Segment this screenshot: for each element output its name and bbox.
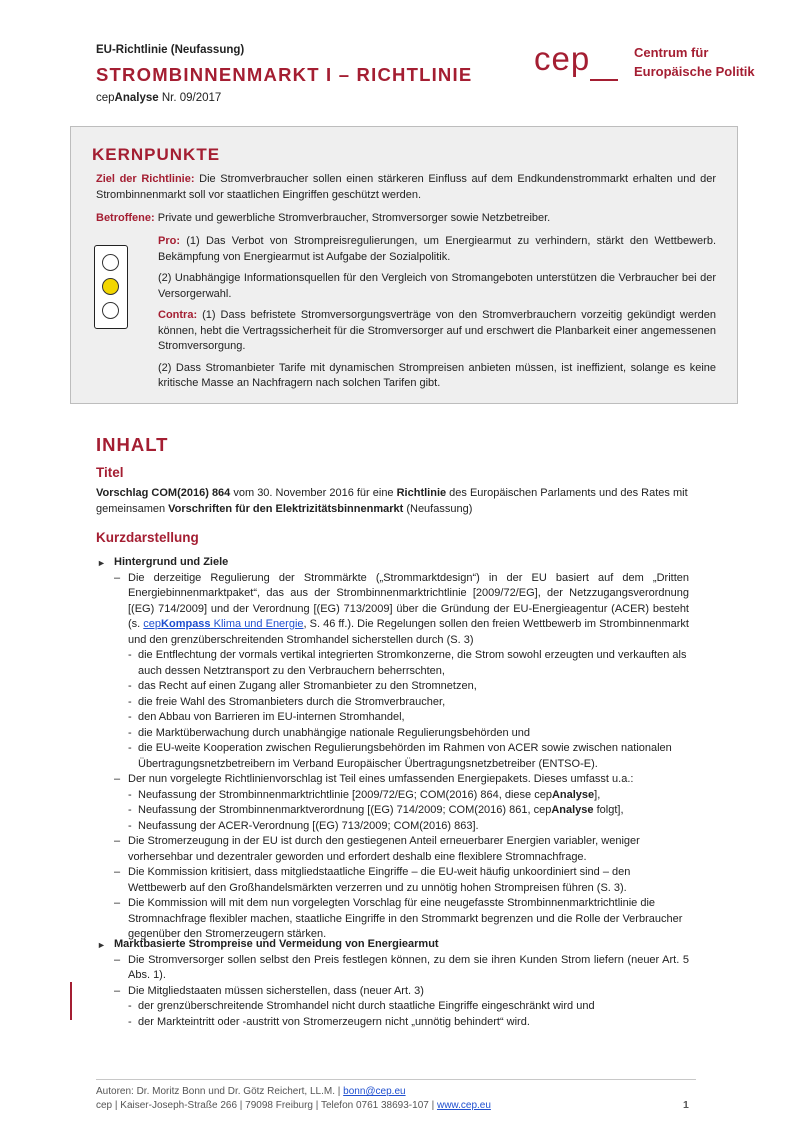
triangle-bullet-icon: ► <box>97 558 106 568</box>
analysis-number: cepAnalyse Nr. 09/2017 <box>96 92 222 104</box>
section-marktbasierte-strompreise <box>97 937 689 1030</box>
pro-1: Pro: (1) Das Verbot von Strompreisregulierungen, um Energiearmut zu verhindern, stärkt den Wettbewerb. Bekämpfung von Energiearmut ist Aufgabe der Sozialpolitik. <box>158 235 716 263</box>
hintergrund-heading: ► Hintergrund und Ziele <box>114 555 689 571</box>
list-item: – Die Stromerzeugung in der EU ist durch den gestiegenen Anteil erneuerbarer Energien variabler, weniger vorhersehbar und dezentraler geworden und erfordert deshalb eine flexiblere Stromnachfrage. <box>114 835 640 863</box>
list-item: - den Abbau von Barrieren im EU-internen Stromhandel, <box>128 711 405 723</box>
website-link[interactable]: www.cep.eu <box>436 1100 491 1111</box>
pro-contra-block <box>158 234 716 392</box>
betroffene-paragraph: Betroffene: Private und gewerbliche Stromverbraucher, Stromversorger sowie Netzbetreiber. <box>96 212 551 224</box>
footer-divider <box>96 1079 696 1080</box>
ziel-paragraph: Ziel der Richtlinie: Die Stromverbraucher sollen einen stärkeren Einfluss auf dem Endkundenstrommarkt erhalten und der Strombinnenmarkt soll vor staatlichen Eingriffen geschützt werden. <box>96 173 716 201</box>
list-item: – Die Mitgliedstaaten müssen sicherstellen, dass (neuer Art. 3) <box>114 984 424 997</box>
list-item: - die freie Wahl des Stromanbieters durch die Stromverbraucher, <box>128 695 446 708</box>
list-item: - die Entflechtung der vormals vertikal integrierten Stromkonzerne, die Strom sowohl erzeugten und verkauften als auch dessen Netztransport zu den Verbrauchern beherrschten, <box>128 649 687 677</box>
list-item: – Die Kommission kritisiert, dass mitgliedstaatliche Eingriffe – die EU-weit häufig unkoordiniert sind – den Wettbewerb auf den Großhandelsmärkten verzerren und zu unnötig hohen Strompreisen führen (S. 3). <box>114 866 631 894</box>
logo-mark: cep <box>534 40 591 77</box>
triangle-bullet-icon: ► <box>97 940 106 950</box>
document-title: STROMBINNENMARKT I – RICHTLINIE <box>96 64 473 85</box>
contra-2: (2) Dass Stromanbieter Tarife mit dynamischen Strompreisen anbieten müssen, ist ineffizient, solange es keine kritische Masse an Nachfragern nach solchen Tarifen gibt. <box>158 361 716 389</box>
kurzdarstellung-heading: Kurzdarstellung <box>96 530 199 545</box>
change-marker <box>70 982 72 1020</box>
list-item: – Die Stromversorger sollen selbst den Preis festlegen können, zu dem sie ihren Kunden Strom liefern (neuer Art. 5 Abs. 1). <box>114 953 689 981</box>
inhalt-title: INHALT <box>96 434 169 455</box>
list-item: – Der nun vorgelegte Richtlinienvorschlag ist Teil eines umfassenden Energiepakets. Dieses umfasst u.a.: <box>114 773 634 785</box>
list-item: - Neufassung der ACER-Verordnung [(EG) 713/2009; COM(2016) 863]. <box>128 819 479 832</box>
logo-text: Centrum für Europäische Politik <box>634 45 755 79</box>
footer-address: cep | Kaiser-Joseph-Straße 266 | 79098 Freiburg | Telefon 0761 38693-107 | www.cep.eu <box>96 1100 491 1111</box>
kompass-link[interactable]: cepKompass Klima und Energie <box>143 618 304 630</box>
list-item: - das Recht auf einen Zugang aller Stromanbieter zu den Stromnetzen, <box>128 680 477 692</box>
kernpunkte-title: KERNPUNKTE <box>92 145 221 164</box>
document-series: EU-Richtlinie (Neufassung) <box>96 44 245 56</box>
titel-heading: Titel <box>96 465 124 480</box>
logo-underline <box>590 79 618 81</box>
list-item: - Neufassung der Strombinnenmarktverordnung [(EG) 714/2009; COM(2016) 861, cepAnalyse folgt], <box>128 804 624 816</box>
section-hintergrund <box>97 555 689 943</box>
titel-paragraph: Vorschlag COM(2016) 864 vom 30. November 2016 für eine Richtlinie des Europäischen Parlaments und des Rates mit gemeinsamen Vorschriften für den Elektrizitätsbinnenmarkt (Neufassung) <box>96 487 688 515</box>
cep-logo <box>534 40 774 90</box>
footer <box>96 1085 491 1113</box>
email-link[interactable]: bonn@cep.eu <box>343 1086 406 1097</box>
traffic-light-top <box>102 254 119 271</box>
list-item: – Die derzeitige Regulierung der Strommärkte („Strommarktdesign“) in der EU basiert auf dem „Dritten Energiebinnenmarktpaket“, das aus der Strombinnenmarktrichtlinie [2009/72/EG], der Netzzugangsverordnung [(EG) 714/2009] und der Verordnung [(EG) 713/2009] über die Gründung der EU-Energieagentur (ACER) besteht (s. cepKompass Klima und Energie, S. 46 ff.). Die Regelungen sollen den freien Wettbewerb im Strombinnenmarkt und den grenzüberschreitenden Stromhandel sicherstellen durch (S. 3) <box>114 571 689 646</box>
marktbasierte-heading: ► Marktbasierte Strompreise und Vermeidung von Energiearmut <box>114 937 689 953</box>
list-item: – Die Kommission will mit dem nun vorgelegten Vorschlag für eine neugefasste Strombinnenmarktrichtlinie die Stromnachfrage flexibler machen, staatliche Eingriffe in den Strommarkt begrenzen und die Rolle der Verbraucher gegenüber den Stromerzeugern stärken. <box>114 897 683 940</box>
pro-2: (2) Unabhängige Informationsquellen für den Vergleich von Stromangeboten unterstützen die Verbraucher bei der Versorgerwahl. <box>158 272 716 300</box>
list-item: - die EU-weite Kooperation zwischen Regulierungsbehörden im Rahmen von ACER sowie zwischen nationalen Übertragungsnetzbetreibern im Verband Europäischer Übertragungsnetzbetreiber (ENTSO-E). <box>128 742 672 770</box>
list-item: - der grenzüberschreitende Stromhandel nicht durch staatliche Eingriffe eingeschränkt wird und <box>128 1000 595 1012</box>
list-item: - die Marktüberwachung durch unabhängige nationale Regulierungsbehörden und <box>128 726 531 739</box>
list-item: - der Markteintritt oder -austritt von Stromerzeugern nicht „unnötig behindert“ wird. <box>128 1015 530 1028</box>
traffic-light-middle <box>102 278 119 295</box>
footer-authors: Autoren: Dr. Moritz Bonn und Dr. Götz Reichert, LL.M. | bonn@cep.eu <box>96 1086 406 1097</box>
contra-1: Contra: (1) Dass befristete Stromversorgungsverträge von den Stromverbrauchern vorzeitig gekündigt werden können, hebt die Vertragssicherheit für die Stromversorger auf und erschwert die Planbarkeit einer angemessenen Stromversorgung. <box>158 309 716 352</box>
traffic-light-icon <box>94 245 128 329</box>
list-item: - Neufassung der Strombinnenmarktrichtlinie [2009/72/EG; COM(2016) 864, diese cepAnalyse], <box>128 788 601 801</box>
page-number: 1 <box>683 1099 689 1111</box>
traffic-light-bottom <box>102 302 119 319</box>
